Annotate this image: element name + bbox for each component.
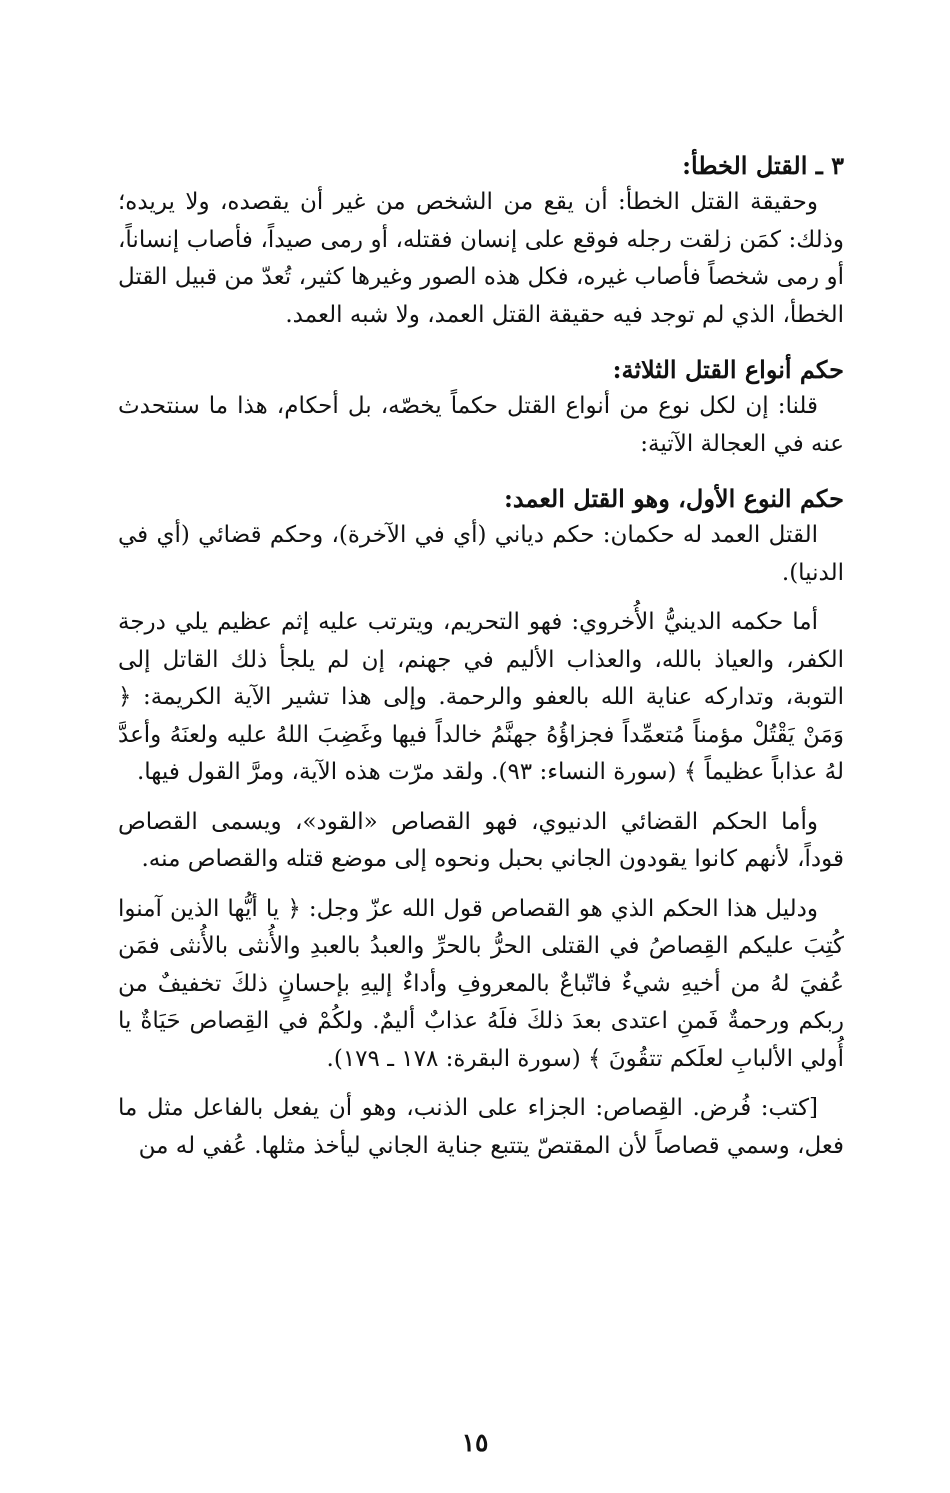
spacer — [118, 463, 844, 481]
paragraph-accidental-killing-definition: وحقيقة القتل الخطأ: أن يقع من الشخص من غير أن يقصده، ولا يريده؛ وذلك: كمَن زلقت رجله فوقع على إنسان فقتله، أو رمى صيداً، فأصاب إنساناً، أو رمى شخصاً فأصاب غيره، فكل هذه الصور وغيرها كثير، تُعدّ من قبيل القتل الخطأ، الذي لم توجد فيه حقيقة القتل العمد، ولا شبه العمد. — [118, 189, 844, 328]
section-heading-accidental-killing: ٣ ـ القتل الخطأ: — [682, 151, 844, 180]
section-heading-three-types-ruling: حكم أنواع القتل الثلاثة: — [612, 355, 844, 384]
paragraph-religious-ruling: أما حكمه الدينيُّ الأُخروي: فهو التحريم، ويترتب عليه إثم عظيم يلي درجة الكفر، والعياذ بالله، والعذاب الأليم في جهنم، إن لم يلجأ ذلك القاتل إلى التوبة، وتداركه عناية الله بالعفو والرحمة. وإلى هذا تشير الآية الكريمة: ﴿ وَمَنْ يَقْتُلْ مؤمناً مُتعمِّداً فجزاؤُهُ جهنَّمُ خالداً فيها وغَضِبَ اللهُ عليه ولعنَهُ وأعدَّ لهُ عذاباً عظيماً ﴾ (سورة النساء: ٩٣). ولقد مرّت هذه الآية، ومرَّ القول فيها. — [118, 609, 844, 785]
page-body — [118, 148, 844, 1165]
page-number: ١٥ — [461, 1428, 489, 1457]
spacer — [118, 792, 844, 804]
section-heading-intentional-killing: حكم النوع الأول، وهو القتل العمد: — [504, 484, 844, 513]
spacer — [118, 334, 844, 352]
paragraph-intentional-killing-rulings: القتل العمد له حكمان: حكم دياني (أي في الآخرة)، وحكم قضائي (أي في الدنيا). — [118, 522, 844, 586]
spacer — [118, 1078, 844, 1090]
spacer — [118, 592, 844, 604]
paragraph-judicial-ruling: وأما الحكم القضائي الدنيوي، فهو القصاص «القود»، ويسمى القصاص قوداً، لأنهم كانوا يقودون الجاني بحبل ونحوه إلى موضع قتله والقصاص منه. — [118, 808, 844, 872]
spacer — [118, 879, 844, 891]
paragraph-glossary-note: [كتب: فُرض. القِصاص: الجزاء على الذنب، وهو أن يفعل بالفاعل مثل ما فعل، وسمي قصاصاً لأن المقتصّ يتتبع جناية الجاني ليأخذ مثلها. عُفي له من — [118, 1095, 844, 1159]
paragraph-qisas-evidence: ودليل هذا الحكم الذي هو القصاص قول الله عزّ وجل: ﴿ يا أيُّها الذين آمنوا كُتِبَ عليكم القِصاصُ في القتلى الحرُّ بالحرِّ والعبدُ بالعبدِ والأُنثى بالأُنثى فمَن عُفيَ لهُ من أخيهِ شيءٌ فاتّباعٌ بالمعروفِ وأداءٌ إليهِ بإحسانٍ ذلكَ تخفيفٌ من ربكم ورحمةٌ فَمنِ اعتدى بعدَ ذلكَ فلَهُ عذابٌ أليمٌ. ولكُمْ في القِصاص حَيَاةٌ يا أُولي الألبابِ لعلَكم تتقُونَ ﴾ (سورة البقرة: ١٧٨ ـ ١٧٩). — [118, 895, 844, 1072]
paragraph-three-types-intro: قلنا: إن لكل نوع من أنواع القتل حكماً يخصّه، بل أحكام، هذا ما سنتحدث عنه في العجالة الآتية: — [118, 393, 844, 457]
